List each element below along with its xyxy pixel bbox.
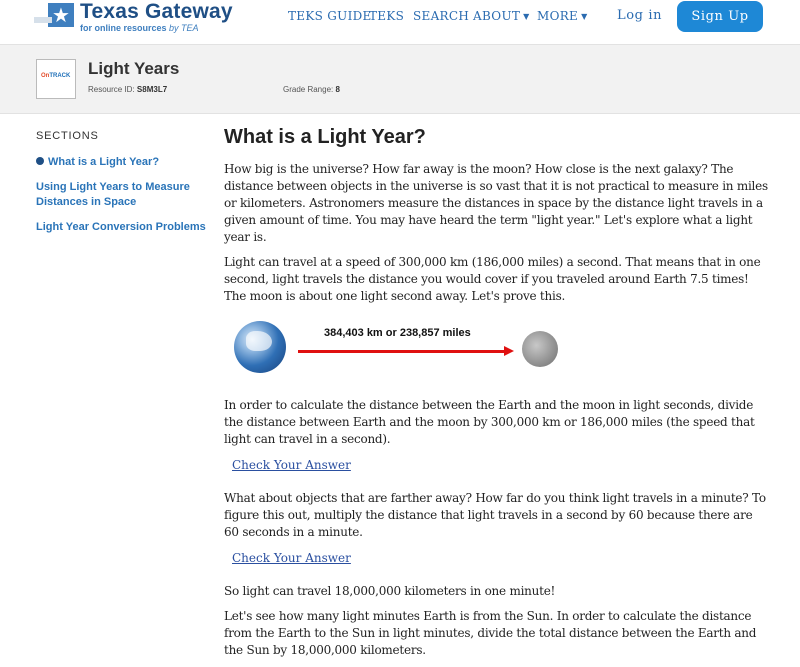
chevron-down-icon: ▼ [523,12,530,21]
star-icon: ★ [52,3,70,27]
grade-range-label: Grade Range: [283,85,334,94]
check-your-answer-link-2[interactable]: Check Your Answer [232,551,351,565]
nav-more-label: MORE [537,9,579,23]
sections-heading: SECTIONS [36,130,99,142]
ontrack-logo [41,73,70,79]
speed-paragraph: Light can travel at a speed of 300,000 km (186,000 miles) a second. That means that in one second, light travels the distance you would cover if you traveled around Earth 7.5 times! The moon is about one light second away. Let's prove this. [224,255,761,303]
earth-moon-distance-diagram [224,315,769,387]
chevron-down-icon: ▼ [581,12,588,21]
nav-about[interactable] [473,9,530,23]
nav-search[interactable]: SEARCH [413,9,470,23]
nav-teks-guide[interactable]: TEKS GUIDE [288,9,372,23]
login-link[interactable]: Log in [617,8,663,23]
distance-arrow-line [298,350,504,353]
sun-distance-paragraph: Let's see how many light minutes Earth is from the Sun. In order to calculate the distance from the Earth to the Sun in light minutes, divide the total distance between the Earth and the Sun by 18,000,000 kilometers. [224,609,757,657]
light-minute-paragraph: What about objects that are farther away? How far do you think light travels in a minute? To figure this out, multiply the distance that light travels in a second by 60 because there are 60 seconds in a minute. [224,491,766,539]
sidebar-item-label: What is a Light Year? [48,156,160,168]
earth-image [234,321,286,373]
grade-range [283,85,340,94]
ontrack-logo-track: TRACK [49,73,71,79]
nav-about-label: ABOUT [473,9,521,23]
sidebar-item-what-is-a-light-year[interactable] [36,155,206,170]
moon-image [522,331,558,367]
sidebar-item-conversion-problems[interactable]: Light Year Conversion Problems [36,221,206,233]
article-content [224,124,769,667]
logo-sub-by: by TEA [169,23,199,33]
distance-label: 384,403 km or 238,857 miles [324,327,471,339]
arrow-right-icon [504,346,514,356]
grade-range-value: 8 [335,85,340,94]
top-navigation-bar [0,0,800,44]
resource-id-label: Resource ID: [88,85,135,94]
resource-id-value: S8M3L7 [136,85,168,94]
texas-star-logo-icon[interactable] [48,3,74,27]
active-bullet-icon [36,157,44,165]
nav-more[interactable] [537,9,588,23]
resource-title: Light Years [88,59,180,78]
site-logo-title[interactable]: Texas Gateway [80,0,233,23]
ontrack-logo-on: On [41,73,50,79]
site-logo-subtitle [80,23,199,33]
resource-header-band [0,44,800,114]
sign-up-button[interactable]: Sign Up [677,1,763,32]
intro-paragraph: How big is the universe? How far away is the moon? How close is the next galaxy? The distance between objects in the universe is so vast that it is not practical to measure in miles or kilometers. Astronomers measure the distances in space by the distance light travels in a given amount of time. You may have heard the term "light year." Let's explore what a light year is. [224,162,768,244]
light-seconds-paragraph: In order to calculate the distance between the Earth and the moon in light seconds, divide the distance between Earth and the moon by 300,000 km or 186,000 miles (the speed that light can travel in a second). [224,398,755,446]
resource-id [88,85,167,94]
check-your-answer-link-1[interactable]: Check Your Answer [232,458,351,472]
one-minute-result-paragraph: So light can travel 18,000,000 kilometers in one minute! [224,584,556,598]
page-title: What is a Light Year? [224,126,426,148]
nav-teks[interactable]: TEKS [369,9,405,23]
logo-sub-main: for online resources [80,23,167,33]
resource-thumbnail [36,59,76,99]
sidebar-item-using-light-years[interactable]: Using Light Years to Measure Distances in Space [36,181,190,208]
